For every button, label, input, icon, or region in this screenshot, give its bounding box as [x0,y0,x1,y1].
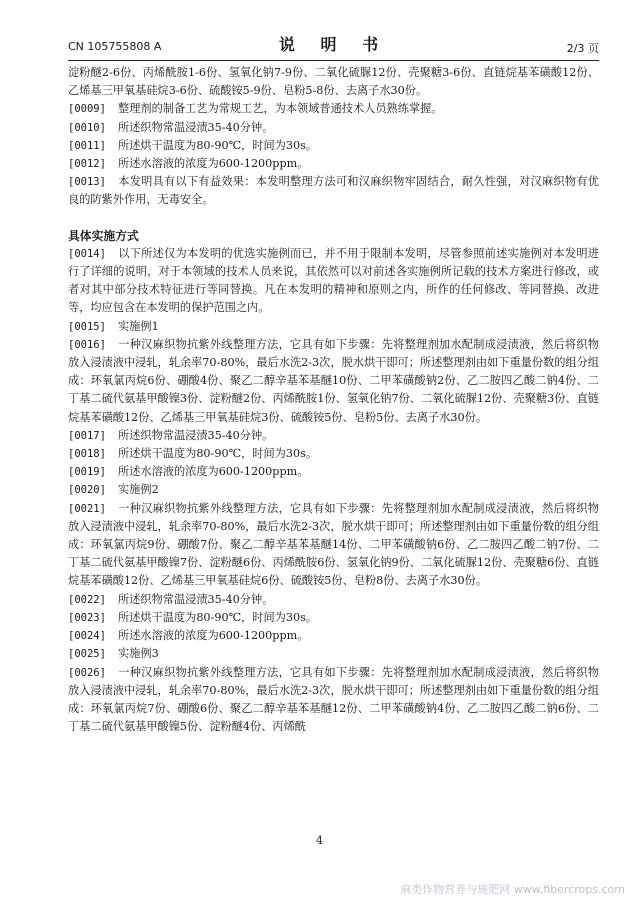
paragraph [68,500,599,591]
paragraph [68,100,599,118]
paragraph [68,155,599,173]
paragraph-text: 一种汉麻织物抗紫外线整理方法，它具有如下步骤：先将整理剂加水配制成浸渍液，然后将织物放入浸渍液中浸轧，轧余率70-80%，最后水洗2-3次，脱水烘干即可；所述整理剂由如下重量份数的组分组成：环氧氯丙烷6份、硼酸4份、聚乙二醇辛基苯基醚10份、二甲苯磺酸钠2份、乙二胺四乙酸二钠4份、二丁基二硫代氨基甲酸镍3份、淀粉醚2份、丙烯酰胺1份、氢氧化钠7份、二氧化硫脲12份、壳聚糖3份、直链烷基苯磺酸12份、乙烯基三甲氧基硅烷3份、硫酸铵5份、皂粉5份、去离子水30份。 [68,337,599,424]
paragraph-number: [0013] [68,176,106,189]
paragraph-text: 整理剂的制备工艺为常规工艺，为本领域普通技术人员熟练掌握。 [118,102,443,116]
paragraph-text: 所述织物常温浸渍35-40分钟。 [118,120,274,134]
paragraphs-top [68,100,599,209]
paragraph [68,245,599,318]
paragraph-text: 实施例1 [118,319,159,333]
paragraph [68,427,599,445]
paragraph-text: 所述水溶液的浓度为600-1200ppm。 [118,157,309,171]
page-number: 4 [316,834,323,847]
paragraph-number: [0024] [68,630,106,643]
paragraph-number: [0025] [68,648,106,661]
paragraph-text: 所述织物常温浸渍35-40分钟。 [118,428,274,442]
paragraph-number: [0009] [68,103,106,116]
paragraph [68,445,599,463]
paragraph-number: [0012] [68,158,106,171]
paragraph-text: 一种汉麻织物抗紫外线整理方法，它具有如下步骤：先将整理剂加水配制成浸渍液，然后将织物放入浸渍液中浸轧，轧余率70-80%，最后水洗2-3次，脱水烘干即可；所述整理剂由如下重量份数的组分组成：环氧氯丙烷7份、硼酸6份、聚乙二醇辛基苯基醚12份、二甲苯磺酸钠4份、乙二胺四乙酸二钠6份、二丁基二硫代氨基甲酸镍5份、淀粉醚4份、丙烯酰 [68,665,599,734]
paragraph-text: 所述烘干温度为80-90℃，时间为30s。 [118,610,317,624]
continuation-text: 淀粉醚2-6份、丙烯酰胺1-6份、氢氧化钠7-9份、二氧化硫脲12份、壳聚糖3-6份、直链烷基苯磺酸12份、乙烯基三甲氧基硅烷3-6份、硫酸铵5-9份、皂粉5-8份、去离子水30份。 [68,66,599,98]
paragraph-number: [0026] [68,666,106,679]
paragraph [68,664,599,737]
paragraph-number: [0023] [68,611,106,624]
paragraph [68,137,599,155]
paragraph-text: 以下所述仅为本发明的优选实施例而已，并不用于限制本发明，尽管参照前述实施例对本发明进行了详细的说明，对于本领域的技术人员来说，其依然可以对前述各实施例所记载的技术方案进行修改，或者对其中部分技术特征进行等同替换。凡在本发明的精神和原则之内，所作的任何修改、等同替换、改进等，均应包含在本发明的保护范围之内。 [68,246,599,315]
paragraph-text: 所述烘干温度为80-90℃，时间为30s。 [118,447,317,461]
paragraph [68,119,599,137]
document-title: 说 明 书 [278,35,389,54]
paragraph-number: [0011] [68,139,106,152]
paragraph-text: 所述水溶液的浓度为600-1200ppm。 [118,465,309,479]
paragraph-number: [0020] [68,484,106,497]
paragraphs-bottom [68,245,599,736]
paragraph [68,173,599,209]
paragraph-number: [0022] [68,593,106,606]
watermark-text: 麻类作物营养与施肥网 www.fibercrops.com [400,883,625,896]
paragraph [68,609,599,627]
paragraph-number: [0019] [68,466,106,479]
paragraph-text: 本发明具有以下有益效果：本发明整理方法可和汉麻织物牢固结合，耐久性强，对汉麻织物有优良的防紫外作用，无毒安全。 [68,175,599,207]
paragraph-number: [0018] [68,448,106,461]
paragraph-number: [0016] [68,338,106,351]
paragraph-text: 所述水溶液的浓度为600-1200ppm。 [118,629,309,643]
document-body [68,64,599,736]
paragraph-text: 所述织物常温浸渍35-40分钟。 [118,592,274,606]
paragraph [68,318,599,336]
paragraph-text: 所述烘干温度为80-90℃，时间为30s。 [118,138,317,152]
paragraph [68,627,599,645]
patent-number: CN 105755808 A [68,40,162,53]
paragraph [68,336,599,427]
section-title: 具体实施方式 [68,228,139,243]
paragraph-number: [0010] [68,121,106,134]
paragraph-number: [0021] [68,502,106,515]
paragraph [68,645,599,663]
paragraph-number: [0014] [68,247,106,260]
paragraph-text: 实施例2 [118,483,159,497]
page-header [68,26,599,60]
paragraph [68,591,599,609]
paragraph-number: [0017] [68,429,106,442]
paragraph-text: 实施例3 [118,647,159,661]
paragraph-number: [0015] [68,320,106,333]
paragraph [68,463,599,481]
paragraph [68,481,599,499]
paragraph-text: 一种汉麻织物抗紫外线整理方法，它具有如下步骤：先将整理剂加水配制成浸渍液，然后将织物放入浸渍液中浸轧，轧余率70-80%，最后水洗2-3次，脱水烘干即可；所述整理剂由如下重量份数的组分组成：环氧氯丙烷9份、硼酸7份、聚乙二醇辛基苯基醚14份、二甲苯磺酸钠6份、乙二胺四乙酸二钠7份、二丁基二硫代氨基甲酸镍7份、淀粉醚6份、丙烯酰胺6份、氢氧化钠9份、二氧化硫脲12份、壳聚糖6份、直链烷基苯磺酸12份、乙烯基三甲氧基硅烷6份、硫酸铵5份、皂粉8份、去离子水30份。 [68,501,599,588]
header-divider [68,60,599,61]
page-indicator: 2/3 页 [566,42,599,55]
